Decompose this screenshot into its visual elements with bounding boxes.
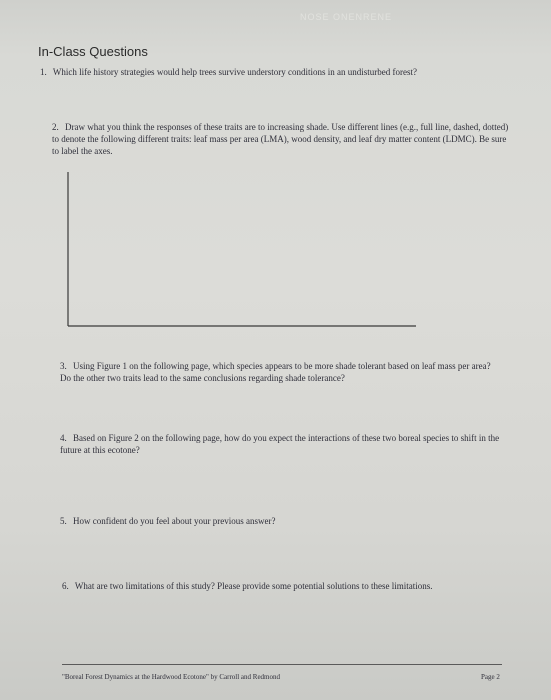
- question-text: Based on Figure 2 on the following page, how do you expect the interactions of these two boreal species to shift in the future at this ecotone?: [60, 433, 500, 455]
- header-watermark: NOSE ONENRENE: [300, 12, 393, 22]
- question-1: [40, 66, 520, 78]
- question-number: 6.: [62, 581, 69, 591]
- question-number: 1.: [40, 67, 47, 77]
- page-number: Page 2: [481, 673, 500, 681]
- question-text: Using Figure 1 on the following page, which species appears to be more shade tolerant based on leaf mass per area? Do the other two traits lead to the same conclusions regarding shade tolerance?: [60, 361, 491, 383]
- question-number: 3.: [60, 361, 67, 371]
- footer-citation: "Boreal Forest Dynamics at the Hardwood Ecotone" by Carroll and Redmond: [62, 673, 280, 681]
- question-text: Draw what you think the responses of these traits are to increasing shade. Use different lines (e.g., full line, dashed, dotted) to denote the following different traits: leaf mass per area (LMA), wood density, and leaf dry matter content (LDMC). Be sure to label the axes.: [52, 122, 509, 156]
- question-3: [60, 360, 500, 384]
- question-4: [60, 432, 500, 456]
- footer-divider: [62, 664, 502, 665]
- question-text: Which life history strategies would help trees survive understory conditions in an undisturbed forest?: [52, 67, 418, 77]
- question-text: What are two limitations of this study? Please provide some potential solutions to these limitations.: [74, 581, 433, 591]
- question-text: How confident do you feel about your previous answer?: [73, 516, 276, 526]
- question-number: 4.: [60, 433, 67, 443]
- question-number: 5.: [60, 516, 67, 526]
- blank-drawing-axes: [66, 172, 418, 330]
- question-6: [62, 580, 502, 592]
- question-5: [60, 515, 500, 527]
- section-title: In-Class Questions: [38, 44, 148, 59]
- question-number: 2.: [52, 122, 59, 132]
- question-2: [52, 121, 512, 157]
